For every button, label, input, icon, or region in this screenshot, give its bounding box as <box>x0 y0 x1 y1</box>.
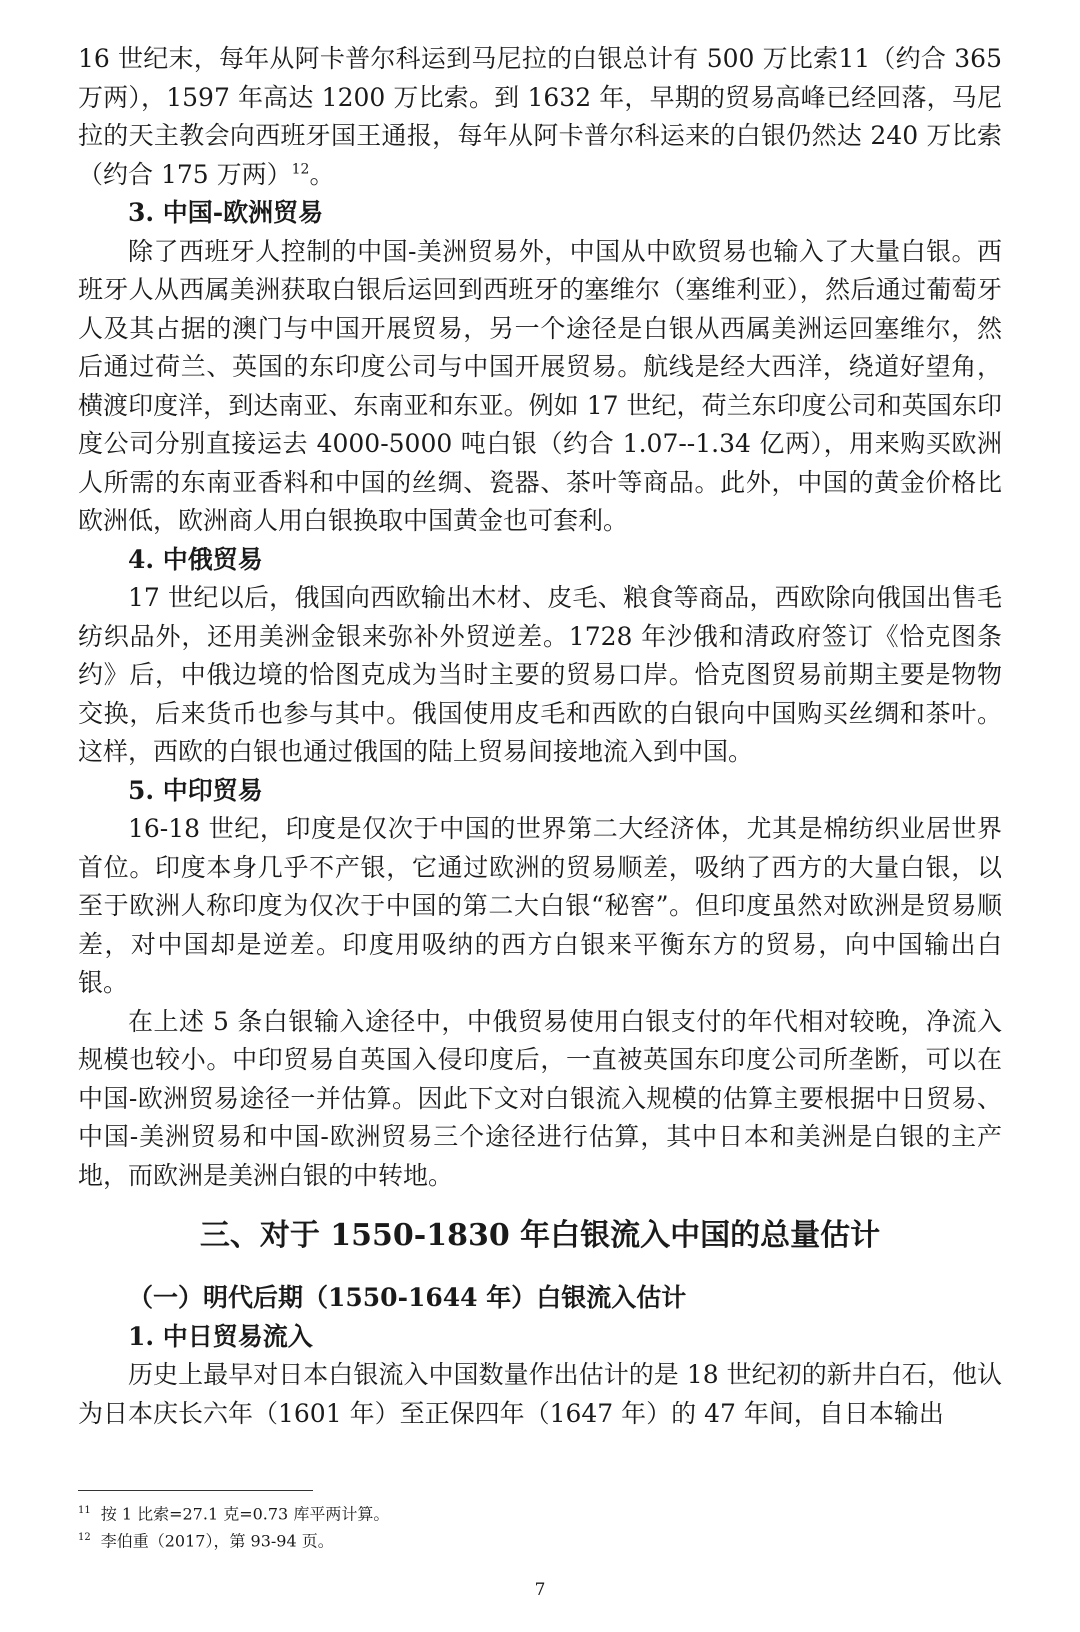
footnote-ref-12[interactable]: 12 <box>291 161 310 178</box>
heading-china-japan-trade: 1. 中日贸易流入 <box>128 1321 313 1351</box>
subsection-title: （一）明代后期（1550-1644 年）白银流入估计 <box>128 1283 687 1312</box>
paragraph-china-europe: 除了西班牙人控制的中国-美洲贸易外，中国从中欧贸易也输入了大量白银。西班牙人从西属美洲获取白银后运回到西班牙的塞维尔（塞维利亚），然后通过葡萄牙人及其占据的澳门与中国开展贸易，另一个途径是白银从西属美洲运回塞维尔，然后通过荷兰、英国的东印度公司与中国开展贸易。航线是经大西洋，绕道好望角，横渡印度洋，到达南亚、东南亚和东亚。例如 17 世纪，荷兰东印度公司和英国东印度公司分别直接运去 4000-5000 吨白银（约合 1.07--1.34 亿两），用来购买欧洲人所需的东南亚香料和中国的丝绸、瓷器、茶叶等商品。此外，中国的黄金价格比欧洲低，欧洲商人用白银换取中国黄金也可套利。 <box>78 236 1002 535</box>
footnote-number: 11 <box>78 1505 91 1516</box>
heading-china-russia-trade: 4. 中俄贸易 <box>128 544 263 574</box>
paragraph-silver-acapulco <box>78 40 1002 194</box>
footnote-12 <box>78 1526 1002 1553</box>
paragraph-china-russia: 17 世纪以后，俄国向西欧输出木材、皮毛、粮食等商品，西欧除向俄国出售毛纺织品外，还用美洲金银来弥补外贸逆差。1728 年沙俄和清政府签订《恰克图条约》后，中俄边境的恰图克成为当时主要的贸易口岸。恰克图贸易前期主要是物物交换，后来货币也参与其中。俄国使用皮毛和西欧的白银向中国购买丝绸和茶叶。这样，西欧的白银也通过俄国的陆上贸易间接地流入到中国。 <box>78 583 1002 766</box>
footnotes <box>78 1490 1002 1554</box>
paragraph-china-india: 16-18 世纪，印度是仅次于中国的世界第二大经济体，尤其是棉纺织业居世界首位。印度本身几乎不产银，它通过欧洲的贸易顺差，吸纳了西方的大量白银，以至于欧洲人称印度为仅次于中国的第二大白银“秘窖”。但印度虽然对欧洲是贸易顺差，对中国却是逆差。印度用吸纳的西方白银来平衡东方的贸易，向中国输出白银。 <box>78 814 1002 997</box>
footnote-divider <box>78 1490 313 1491</box>
paragraph-china-japan: 历史上最早对日本白银流入中国数量作出估计的是 18 世纪初的新井白石，他认为日本庆长六年（1601 年）至正保四年（1647 年）的 47 年间，自日本输出 <box>78 1360 1002 1428</box>
paragraph-text: 16 世纪末，每年从阿卡普尔科运到马尼拉的白银总计有 500 万比索11（约合 365 万两），1597 年高达 1200 万比索。到 1632 年，早期的贸易高峰已经回落，马尼拉的天主教会向西班牙国王通报，每年从阿卡普尔科运来的白银仍然达 240 万比索（约合 175 万两） <box>78 44 1002 189</box>
heading-china-india-trade: 5. 中印贸易 <box>128 775 263 805</box>
heading-china-europe-trade: 3. 中国-欧洲贸易 <box>128 198 324 227</box>
paragraph-tail: 。 <box>309 159 335 189</box>
main-text <box>78 40 1002 1433</box>
footnote-text: 李伯重（2017），第 93-94 页。 <box>100 1531 334 1551</box>
section-title: 三、对于 1550-1830 年白银流入中国的总量估计 <box>199 1218 881 1253</box>
page-number: 7 <box>534 1580 546 1600</box>
paragraph-summary: 在上述 5 条白银输入途径中，中俄贸易使用白银支付的年代相对较晚，净流入规模也较小。中印贸易自英国入侵印度后，一直被英国东印度公司所垄断，可以在中国-欧洲贸易途径一并估算。因此下文对白银流入规模的估算主要根据中日贸易、中国-美洲贸易和中国-欧洲贸易三个途径进行估算，其中日本和美洲是白银的主产地，而欧洲是美洲白银的中转地。 <box>78 1006 1002 1190</box>
footnote-text: 按 1 比索=27.1 克=0.73 库平两计算。 <box>100 1504 390 1524</box>
footnote-number: 12 <box>78 1532 91 1544</box>
footnote-11 <box>78 1499 1002 1526</box>
